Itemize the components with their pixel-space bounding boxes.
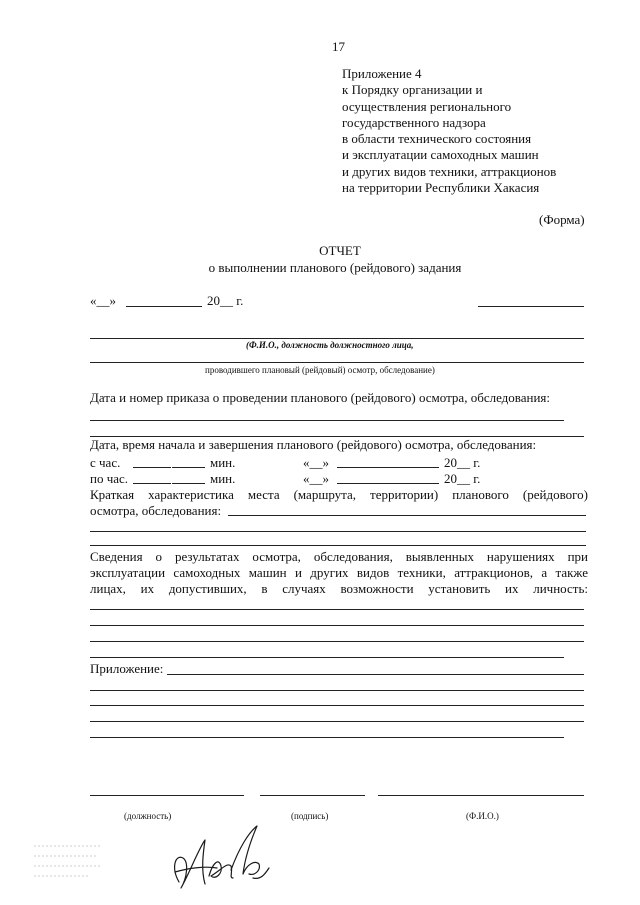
position-caption: (должность) xyxy=(124,811,172,821)
order-label: Дата и номер приказа о проведении планового (рейдового) осмотра, обследования: xyxy=(90,390,551,405)
place-field[interactable] xyxy=(478,306,584,307)
place-line-2: осмотра, обследования: xyxy=(90,503,222,518)
attachment-field-2[interactable] xyxy=(90,690,584,691)
to-min-field[interactable] xyxy=(172,483,205,484)
place-line-1: Краткая характеристика места (маршрута, территории) планового (рейдового) xyxy=(90,487,588,502)
from-min-field[interactable] xyxy=(172,467,205,468)
place-field-2[interactable] xyxy=(90,531,586,532)
from-min-label: мин. xyxy=(210,455,236,470)
order-field[interactable] xyxy=(90,420,564,421)
signature-field[interactable] xyxy=(260,795,365,796)
place-field-1[interactable] xyxy=(228,515,586,516)
results-line-3: лицах, их допустивших, в случаях возможности установить их личность: xyxy=(90,581,588,596)
attachment-field-5[interactable] xyxy=(90,737,564,738)
date-quote: «__» xyxy=(90,293,116,308)
appendix-line: и эксплуатации самоходных машин xyxy=(342,147,539,163)
to-date-quote: «__» xyxy=(303,471,329,486)
appendix-line: Приложение 4 xyxy=(342,66,422,81)
document-subtitle: о выполнении планового (рейдового) задания xyxy=(208,260,462,275)
date-year: 20__ г. xyxy=(207,293,244,308)
faint-stamp-mark xyxy=(30,838,110,888)
to-year: 20__ г. xyxy=(444,471,481,486)
to-month-field[interactable] xyxy=(337,483,439,484)
results-line-2: эксплуатации самоходных машин и других видов техники, аттракционов, а также xyxy=(90,565,588,580)
fio-position-caption: (Ф.И.О., должность должностного лица, xyxy=(246,340,414,350)
form-label: (Форма) xyxy=(539,212,585,227)
to-min-label: мин. xyxy=(210,471,236,486)
attachment-label: Приложение: xyxy=(90,661,164,676)
document-title: ОТЧЕТ xyxy=(319,243,361,258)
handwritten-signature xyxy=(165,818,275,898)
from-hour-field[interactable] xyxy=(133,467,171,468)
official-name-field-2[interactable] xyxy=(90,362,584,363)
appendix-line: в области технического состояния xyxy=(342,131,532,147)
from-month-field[interactable] xyxy=(337,467,439,468)
appendix-line: осуществления регионального xyxy=(342,98,512,114)
appendix-block xyxy=(342,66,556,196)
results-line-1: Сведения о результатах осмотра, обследования, выявленных нарушениях при xyxy=(90,549,588,564)
place-field-3[interactable] xyxy=(90,545,586,546)
from-year: 20__ г. xyxy=(444,455,481,470)
from-date-quote: «__» xyxy=(303,455,329,470)
from-hour-label: с час. xyxy=(90,455,121,470)
to-hour-field[interactable] xyxy=(133,483,171,484)
results-field-2[interactable] xyxy=(90,625,584,626)
position-field[interactable] xyxy=(90,795,244,796)
appendix-line: государственного надзора xyxy=(342,114,486,130)
results-field-4[interactable] xyxy=(90,657,564,658)
attachment-field-1[interactable] xyxy=(167,674,584,675)
signature-caption: (подпись) xyxy=(291,811,329,821)
attachment-field-3[interactable] xyxy=(90,705,584,706)
appendix-line: на территории Республики Хакасия xyxy=(342,180,540,196)
fio-caption: (Ф.И.О.) xyxy=(466,811,499,821)
fio-field[interactable] xyxy=(378,795,584,796)
results-field-3[interactable] xyxy=(90,641,584,642)
page-number: 17 xyxy=(332,39,345,54)
period-heading: Дата, время начала и завершения планового (рейдового) осмотра, обследования: xyxy=(90,437,537,452)
results-field-1[interactable] xyxy=(90,609,584,610)
attachment-field-4[interactable] xyxy=(90,721,584,722)
appendix-line: и других видов техники, аттракционов xyxy=(342,163,557,179)
to-hour-label: по час. xyxy=(90,471,129,486)
conducted-caption: проводившего плановый (рейдовый) осмотр, обследование) xyxy=(205,365,435,375)
month-field[interactable] xyxy=(126,306,202,307)
official-name-field[interactable] xyxy=(90,338,584,339)
appendix-line: к Порядку организации и xyxy=(342,82,483,98)
